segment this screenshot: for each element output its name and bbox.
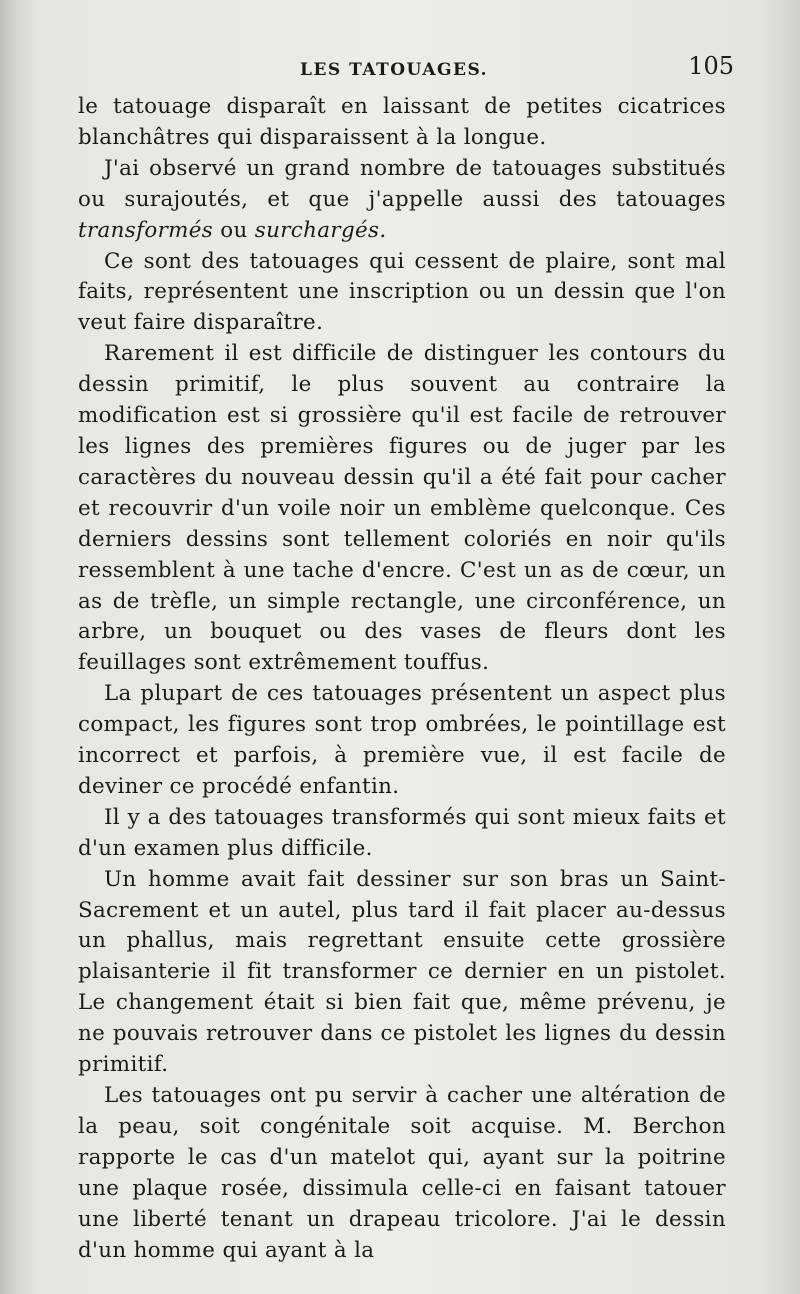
- paragraph-4: Rarement il est difficile de distinguer les contours du dessin primitif, le plus souvent au contraire la modification est si grossière qu'il est facile de retrouver les lignes des premières figures ou de juger par les caractères du nouveau dessin qu'il a été fait pour cacher et recouvrir d'un voile noir un emblème quelconque. Ces derniers dessins sont tellement coloriés en noir qu'ils ressemblent à une tache d'encre. C'est un as de cœur, un as de trèfle, un simple rectangle, une circonférence, un arbre, un bouquet ou des vases de fleurs dont les feuillages sont extrêmement touffus.: [78, 341, 726, 676]
- page-number: 105: [688, 52, 734, 80]
- paragraph-1: le tatouage disparaît en laissant de petites cicatrices blanchâtres qui disparaissent à la longue.: [78, 94, 726, 150]
- paragraph-8: Les tatouages ont pu servir à cacher une altération de la peau, soit congénitale soit acquise. M. Berchon rapporte le cas d'un matelot qui, ayant sur la poitrine une plaque rosée, dissimula celle-ci en faisant tatouer une liberté tenant un drapeau tricolore. J'ai le dessin d'un homme qui ayant à la: [78, 1083, 726, 1263]
- italic-term-surcharges: surchargés: [254, 217, 380, 243]
- page-body: [78, 92, 726, 1266]
- paragraph-2-text-start: J'ai observé un grand nombre de tatouages substitués ou surajoutés, et que j'appelle aussi des tatouages: [78, 155, 726, 212]
- paragraph-2-text-mid: ou: [213, 217, 255, 243]
- paragraph-2: [78, 154, 726, 247]
- page-header: [78, 52, 734, 88]
- paragraph-3: Ce sont des tatouages qui cessent de plaire, sont mal faits, représentent une inscription ou un dessin que l'on veut faire disparaître.: [78, 248, 726, 336]
- paragraph-2-text-end: .: [379, 217, 387, 243]
- paragraph-6: Il y a des tatouages transformés qui sont mieux faits et d'un examen plus difficile.: [78, 804, 726, 861]
- paragraph-7: Un homme avait fait dessiner sur son bras un Saint-Sacrement et un autel, plus tard il fait placer au-dessus un phallus, mais regrettant ensuite cette grossière plaisanterie il fit transformer ce dernier en un pistolet. Le changement était si bien fait que, même prévenu, je ne pouvais retrouver dans ce pistolet les lignes du dessin primitif.: [78, 866, 726, 1078]
- italic-term-transformes: transformés: [78, 217, 214, 243]
- running-head: LES TATOUAGES.: [300, 60, 489, 80]
- paragraph-5: La plupart de ces tatouages présentent un aspect plus compact, les figures sont trop ombrées, le pointillage est incorrect et parfois, à première vue, il est facile de deviner ce procédé enfantin.: [78, 681, 726, 799]
